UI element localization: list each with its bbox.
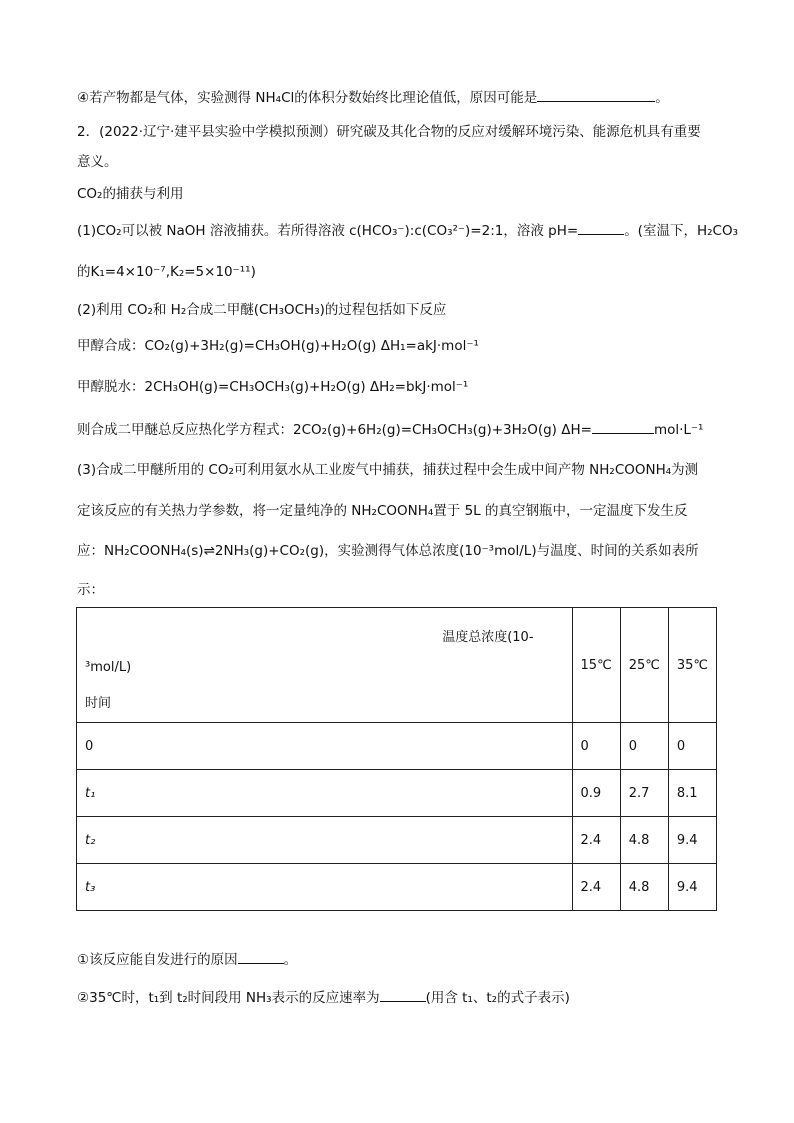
header-temp-35: 35℃ [668, 608, 716, 723]
section-title: CO₂的捕获与利用 [77, 186, 184, 202]
q4-end: 。 [655, 90, 669, 106]
table-header-diagonal [77, 608, 573, 723]
value-cell: 4.8 [620, 864, 668, 911]
q4-text-2: 的体积分数始终比理论值低，原因可能是 [294, 90, 538, 106]
table-row [77, 864, 717, 911]
part3-line-4: 示： [77, 582, 104, 598]
value-cell: 2.4 [572, 864, 620, 911]
part3-line-1: (3)合成二甲醚所用的 CO₂可利用氨水从工业废气中捕获，捕获过程中会生成中间产物 NH₂COONH₄为测 [77, 462, 699, 478]
time-cell: t₂ [77, 817, 573, 864]
value-cell: 0 [572, 723, 620, 770]
q4-text: ④若产物都是气体，实验测得 [77, 90, 256, 106]
value-cell: 4.8 [620, 817, 668, 864]
subq1-end: 。 [283, 952, 298, 968]
value-cell: 0.9 [572, 770, 620, 817]
header-unit: ³mol/L) [85, 660, 132, 675]
part2-line: (2)利用 CO₂和 H₂合成二甲醚(CH₃OCH₃)的过程包括如下反应 [77, 302, 447, 318]
value-cell: 8.1 [668, 770, 716, 817]
subq2-line [77, 987, 570, 1008]
reaction-2: 甲醇脱水：2CH₃OH(g)=CH₃OCH₃(g)+H₂O(g) ΔH₂=bkJ·mol⁻¹ [77, 379, 469, 395]
table-row [77, 817, 717, 864]
subq1-text: ①该反应能自发进行的原因 [77, 952, 238, 968]
header-temp-15: 15℃ [572, 608, 620, 723]
q4-formula: NH₄Cl [255, 90, 295, 106]
total-reaction-text: 则合成二甲醚总反应热化学方程式：2CO₂(g)+6H₂(g)=CH₃OCH₃(g)+3H₂O(g) ΔH= [77, 422, 592, 438]
value-cell: 2.7 [620, 770, 668, 817]
value-cell: 2.4 [572, 817, 620, 864]
answer-blank-reason[interactable] [238, 949, 284, 964]
q4-line [77, 87, 669, 108]
header-temp-25: 25℃ [620, 608, 668, 723]
time-cell: t₃ [77, 864, 573, 911]
value-cell: 9.4 [668, 817, 716, 864]
part1-text-2: 。(室温下，H₂CO₃ [624, 223, 738, 239]
subq2-text: ②35℃时，t₁到 t₂时间段用 NH₃表示的反应速率为 [77, 990, 380, 1006]
unit-text: mol·L⁻¹ [653, 422, 704, 438]
part1-text: (1)CO₂可以被 NaOH 溶液捕获。若所得溶液 c(HCO₃⁻):c(CO₃²⁻)=2:1，溶液 pH= [77, 223, 579, 239]
time-cell: 0 [77, 723, 573, 770]
value-cell: 9.4 [668, 864, 716, 911]
subq2-text-2: (用含 t₁、t₂的式子表示) [425, 990, 570, 1006]
part3-line-2: 定该反应的有关热力学参数，将一定量纯净的 NH₂COONH₄置于 5L 的真空钢瓶中，一定温度下发生反 [77, 503, 688, 519]
part1-constants: 的K₁=4×10⁻⁷,K₂=5×10⁻¹¹) [77, 264, 256, 280]
value-cell: 0 [668, 723, 716, 770]
table-row [77, 770, 717, 817]
table-row [77, 723, 717, 770]
value-cell: 0 [620, 723, 668, 770]
answer-blank-rate[interactable] [380, 987, 426, 1002]
total-reaction-line [77, 419, 703, 440]
part3-line-3: 应：NH₂COONH₄(s)⇌2NH₃(g)+CO₂(g)，实验测得气体总浓度(10⁻³mol/L)与温度、时间的关系如表所 [77, 543, 699, 559]
concentration-table [76, 607, 717, 911]
subq1-line [77, 949, 297, 970]
question2-heading: 2．(2022·辽宁·建平县实验中学模拟预测）研究碳及其化合物的反应对缓解环境污染、能源危机具有重要 [77, 124, 701, 140]
answer-blank[interactable] [537, 87, 655, 102]
time-cell: t₁ [77, 770, 573, 817]
answer-blank-dh[interactable] [592, 419, 654, 434]
header-concentration: 温度总浓度(10- [442, 630, 534, 645]
part1-line [77, 220, 738, 241]
header-time: 时间 [85, 696, 112, 711]
question2-heading-cont: 意义。 [77, 154, 118, 170]
answer-blank-ph[interactable] [578, 220, 624, 235]
reaction-1: 甲醇合成：CO₂(g)+3H₂(g)=CH₃OH(g)+H₂O(g) ΔH₁=akJ·mol⁻¹ [77, 338, 479, 354]
